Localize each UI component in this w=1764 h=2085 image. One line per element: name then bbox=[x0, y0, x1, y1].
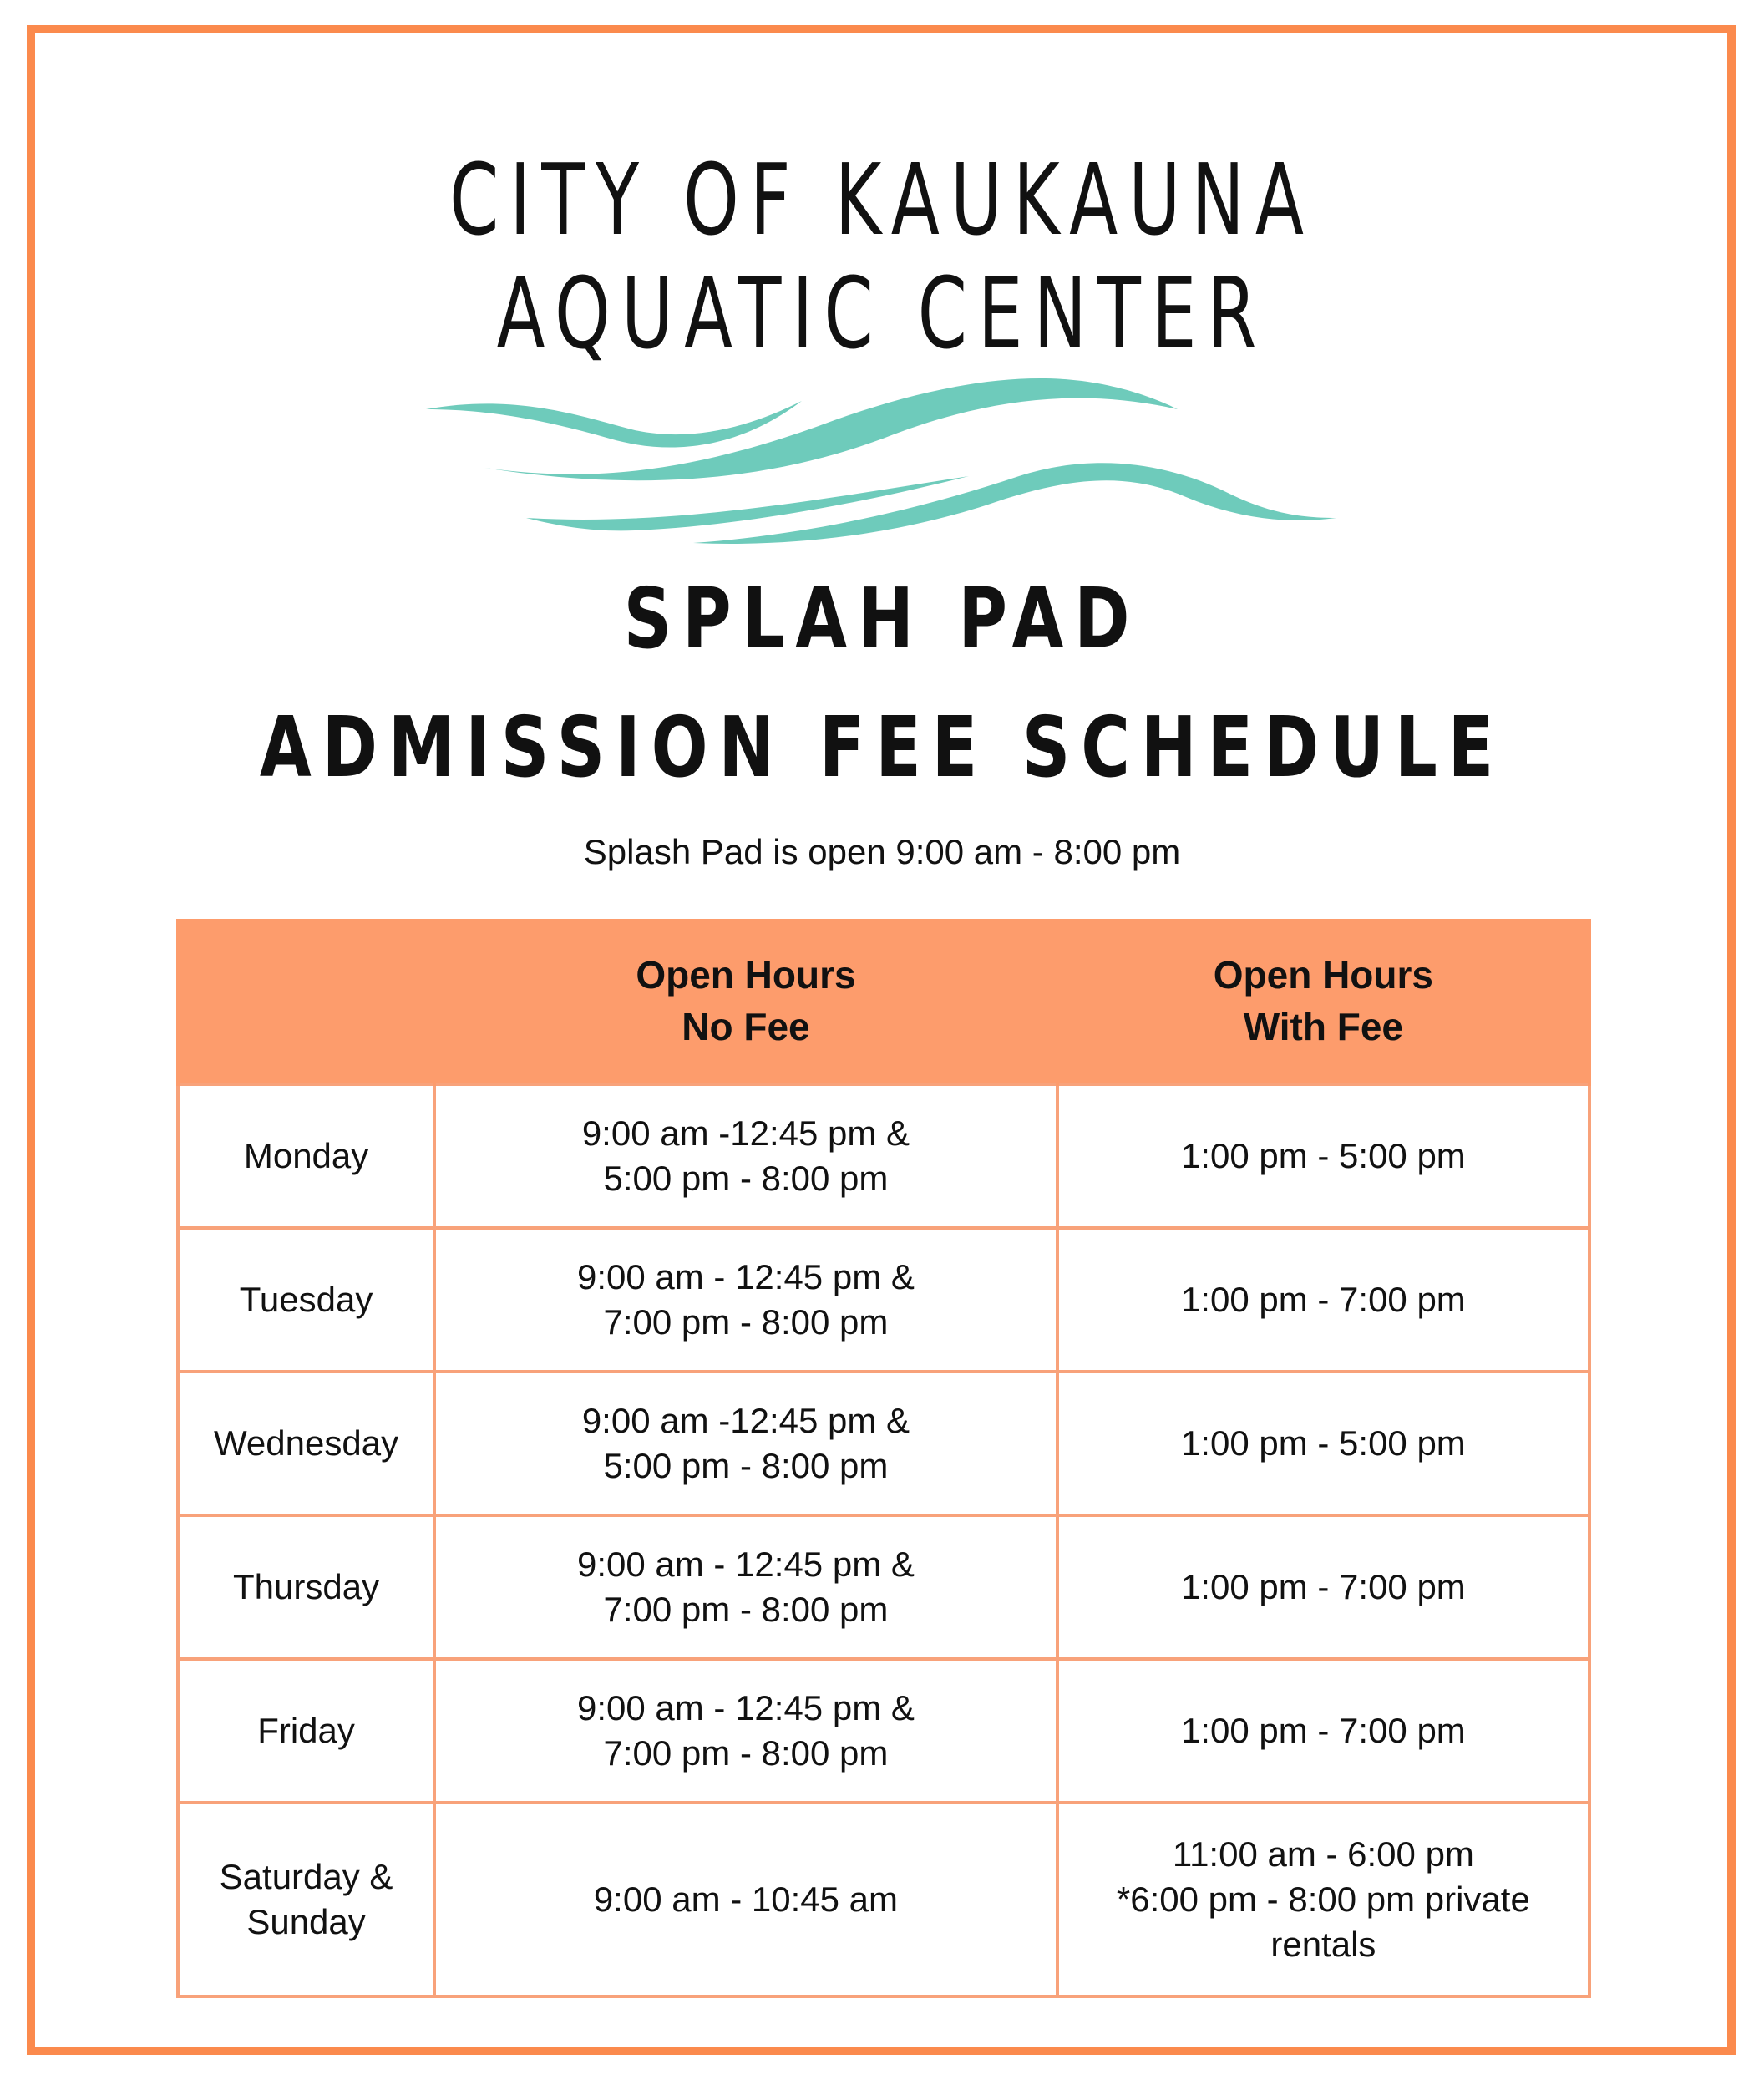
hours-text: 1:00 pm - 7:00 pm bbox=[1180, 1711, 1466, 1750]
hours-text: 7:00 pm - 8:00 pm bbox=[603, 1302, 889, 1342]
header-cell-with-fee bbox=[1057, 919, 1589, 1084]
table-row bbox=[178, 1803, 1589, 1996]
day-label: Tuesday bbox=[239, 1280, 373, 1319]
hours-text: 11:00 am - 6:00 pm bbox=[1172, 1834, 1474, 1874]
hours-text: 9:00 am -12:45 pm & bbox=[581, 1114, 910, 1153]
with-fee-cell bbox=[1057, 1228, 1589, 1372]
with-fee-cell bbox=[1057, 1659, 1589, 1803]
org-title-line1: CITY OF KAUKAUNA bbox=[449, 142, 1315, 257]
day-cell bbox=[178, 1515, 434, 1659]
table-row bbox=[178, 1372, 1589, 1515]
no-fee-cell bbox=[434, 1084, 1057, 1228]
with-fee-cell bbox=[1057, 1515, 1589, 1659]
hours-text: 9:00 am - 12:45 pm & bbox=[576, 1688, 915, 1727]
fee-schedule-table bbox=[176, 919, 1591, 1998]
with-fee-cell bbox=[1057, 1803, 1589, 1996]
day-cell bbox=[178, 1372, 434, 1515]
hours-text: 9:00 am - 10:45 am bbox=[593, 1880, 899, 1919]
no-fee-cell bbox=[434, 1515, 1057, 1659]
no-fee-cell bbox=[434, 1372, 1057, 1515]
hours-text: 1:00 pm - 7:00 pm bbox=[1180, 1567, 1466, 1606]
header-label: Open Hours bbox=[636, 953, 856, 997]
day-label: Friday bbox=[257, 1711, 355, 1750]
heading-line1: SPLAH PAD bbox=[623, 570, 1141, 667]
day-label: Wednesday bbox=[214, 1423, 399, 1463]
day-cell bbox=[178, 1803, 434, 1996]
header-label: Open Hours bbox=[1213, 953, 1433, 997]
table-header-row bbox=[178, 919, 1589, 1084]
header-label: No Fee bbox=[682, 1005, 810, 1048]
no-fee-cell bbox=[434, 1228, 1057, 1372]
hours-text: 1:00 pm - 5:00 pm bbox=[1180, 1136, 1466, 1175]
with-fee-cell bbox=[1057, 1372, 1589, 1515]
day-label: Saturday & bbox=[219, 1857, 393, 1896]
org-title-line2: AQUATIC CENTER bbox=[496, 256, 1268, 371]
table-row bbox=[178, 1659, 1589, 1803]
waves-icon bbox=[418, 359, 1353, 551]
wave-stroke-1 bbox=[426, 401, 802, 448]
hours-text: 9:00 am -12:45 pm & bbox=[581, 1401, 910, 1440]
no-fee-cell bbox=[434, 1659, 1057, 1803]
day-label: Monday bbox=[243, 1136, 369, 1175]
wave-stroke-4 bbox=[693, 463, 1336, 544]
subtitle: Splash Pad is open 9:00 am - 8:00 pm bbox=[583, 832, 1181, 871]
no-fee-cell bbox=[434, 1803, 1057, 1996]
heading-line2: ADMISSION FEE SCHEDULE bbox=[259, 698, 1505, 796]
day-label: Sunday bbox=[246, 1902, 366, 1941]
with-fee-cell bbox=[1057, 1084, 1589, 1228]
table-row bbox=[178, 1084, 1589, 1228]
hours-text: 7:00 pm - 8:00 pm bbox=[603, 1590, 889, 1629]
header-label: With Fee bbox=[1243, 1005, 1403, 1048]
day-cell bbox=[178, 1228, 434, 1372]
hours-text: 5:00 pm - 8:00 pm bbox=[603, 1159, 889, 1198]
hours-text: 7:00 pm - 8:00 pm bbox=[603, 1733, 889, 1773]
header-cell-no-fee bbox=[434, 919, 1057, 1084]
hours-text: rentals bbox=[1270, 1925, 1376, 1964]
hours-text: 9:00 am - 12:45 pm & bbox=[576, 1545, 915, 1584]
header-cell-day bbox=[178, 919, 434, 1084]
hours-text: 1:00 pm - 7:00 pm bbox=[1180, 1280, 1466, 1319]
day-cell bbox=[178, 1659, 434, 1803]
day-label: Thursday bbox=[233, 1567, 380, 1606]
hours-text: 5:00 pm - 8:00 pm bbox=[603, 1446, 889, 1485]
hours-text: *6:00 pm - 8:00 pm private bbox=[1116, 1880, 1530, 1919]
day-cell bbox=[178, 1084, 434, 1228]
hours-text: 9:00 am - 12:45 pm & bbox=[576, 1257, 915, 1296]
table-row bbox=[178, 1515, 1589, 1659]
hours-text: 1:00 pm - 5:00 pm bbox=[1180, 1423, 1466, 1463]
table-row bbox=[178, 1228, 1589, 1372]
